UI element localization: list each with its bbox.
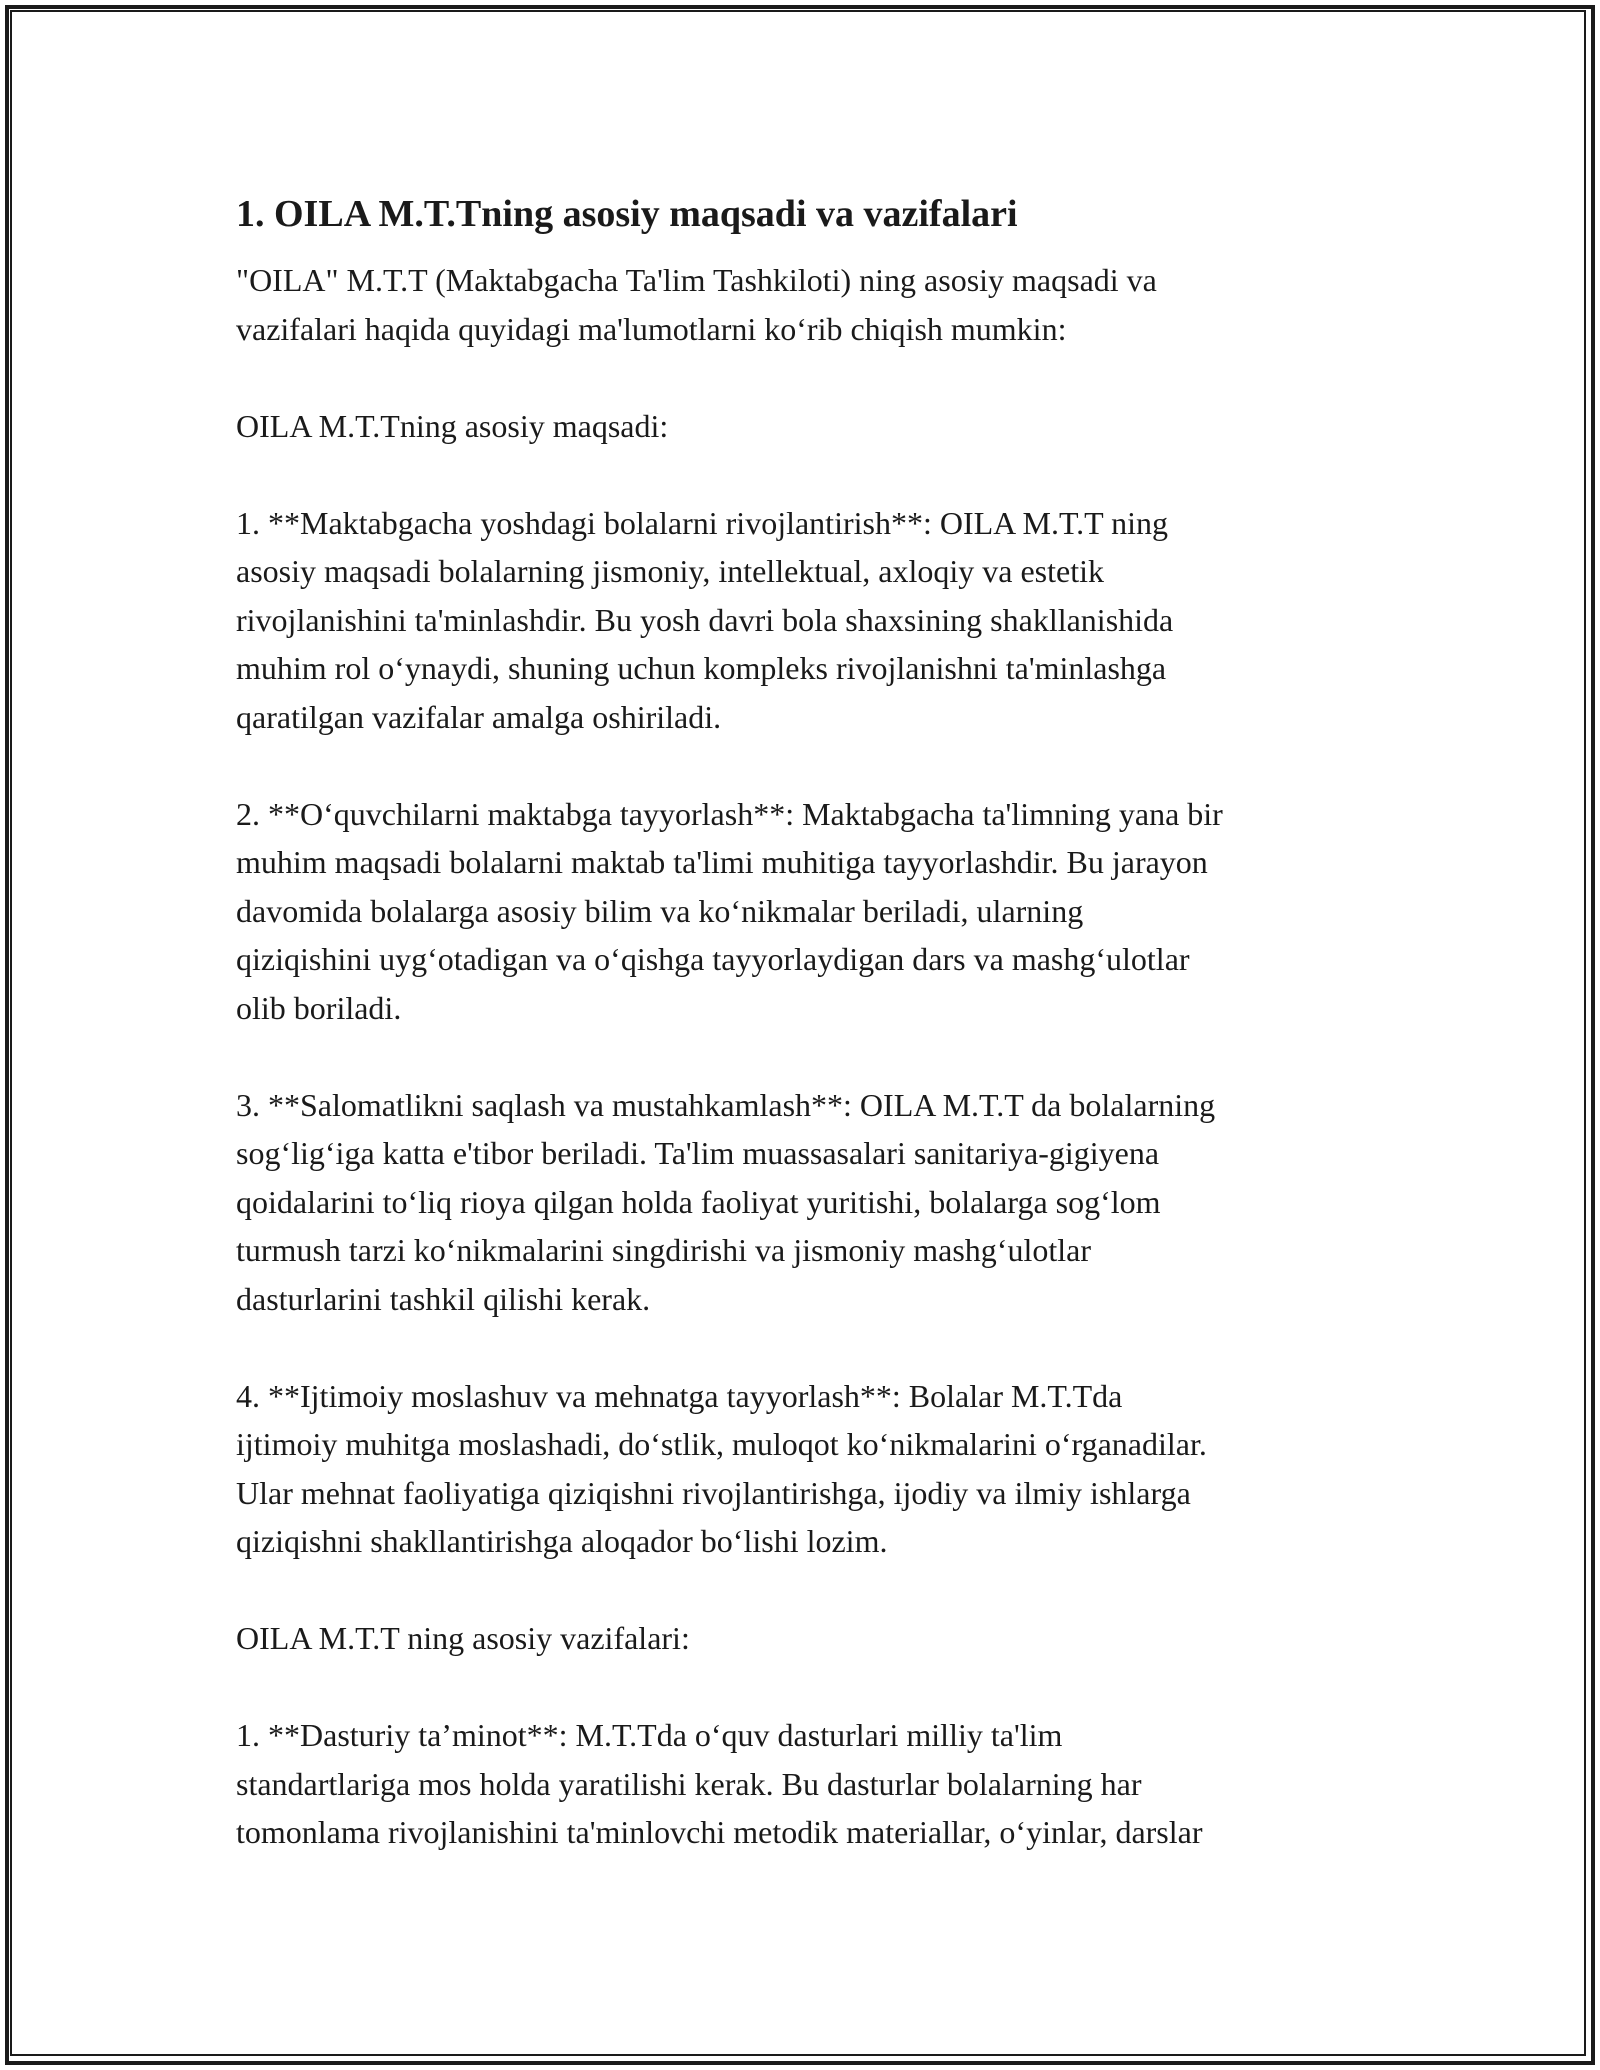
intro-paragraph: "OILA" M.T.T (Maktabgacha Ta'lim Tashkiloti) ning asosiy maqsadi va vazifalari haqida quyidagi ma'lumotlarni ko‘rib chiqish mumkin: <box>236 262 1157 347</box>
goal-item-1: 1. **Maktabgacha yoshdagi bolalarni rivojlantirish**: OILA M.T.T ning asosiy maqsadi bolalarning jismoniy, intellektual, axloqiy va estetik rivojlanishini ta'minlashdir. Bu yosh davri bola shaxsining shakllanishida muhim rol o‘ynaydi, shuning uchun kompleks rivojlanishni ta'minlashga qaratilgan vazifalar amalga oshiriladi. <box>236 504 1174 735</box>
task-item-1: 1. **Dasturiy ta’minot**: M.T.Tda o‘quv dasturlari milliy ta'lim standartlariga mos holda yaratilishi kerak. Bu dasturlar bolalarning har tomonlama rivojlanishini ta'minlovchi metodik materiallar, o‘yinlar, darslar <box>236 1717 1203 1850</box>
document-heading: 1. OILA M.T.Tning asosiy maqsadi va vazifalari <box>236 193 1018 235</box>
tasks-subheading: OILA M.T.T ning asosiy vazifalari: <box>236 1620 690 1656</box>
goal-item-2: 2. **O‘quvchilarni maktabga tayyorlash**: Maktabgacha ta'limning yana bir muhim maqsadi bolalarni maktab ta'limi muhitiga tayyorlashdir. Bu jarayon davomida bolalarga asosiy bilim va ko‘nikmalar beriladi, ularning qiziqishini uyg‘otadigan va o‘qishga tayyorlaydigan dars va mashg‘ulotlar olib boriladi. <box>236 795 1223 1026</box>
goal-item-3: 3. **Salomatlikni saqlash va mustahkamlash**: OILA M.T.T da bolalarning sog‘lig‘iga katta e'tibor beriladi. Ta'lim muassasalari sanitariya-gigiyena qoidalarini to‘liq rioya qilgan holda faoliyat yuritishi, bolalarga sog‘lom turmush tarzi ko‘nikmalarini singdirishi va jismoniy mashg‘ulotlar dasturlarini tashkil qilishi kerak. <box>236 1086 1216 1317</box>
document-page <box>236 186 1376 1905</box>
goals-subheading: OILA M.T.Tning asosiy maqsadi: <box>236 407 669 444</box>
goal-item-4: 4. **Ijtimoiy moslashuv va mehnatga tayyorlash**: Bolalar M.T.Tda ijtimoiy muhitga moslashadi, do‘stlik, muloqot ko‘nikmalarini o‘rganadilar. Ular mehnat faoliyatiga qiziqishni rivojlantirishga, ijodiy va ilmiy ishlarga qiziqishni shakllantirishga aloqador bo‘lishi lozim. <box>236 1377 1207 1559</box>
